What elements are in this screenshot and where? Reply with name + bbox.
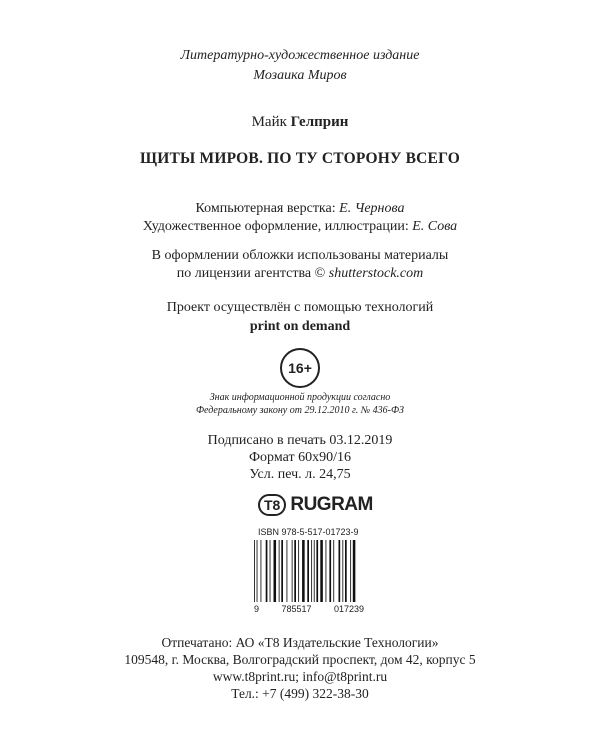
rugram-logo-text: RUGRAM [290,494,373,515]
printer-info [0,634,600,702]
barcode-bar [333,540,334,602]
printed-sheets: Усл. печ. л. 24,75 [249,467,351,482]
art-credit-label: Художественное оформление, иллюстрации: [142,219,409,234]
credits [0,200,600,236]
barcode-bar [281,540,283,602]
barcode-bar [353,540,356,602]
barcode-bar [257,540,258,602]
barcode-bar [292,540,293,602]
technology-note [0,298,600,336]
art-credit [0,218,600,236]
barcode-bar [266,540,268,602]
barcode-bar [274,540,277,602]
barcode-bar [329,540,331,602]
cover-note-source: shutterstock.com [328,266,424,281]
law-note-line-2: Федеральному закону от 29.12.2010 г. № 436-ФЗ [195,405,404,416]
author-last-name: Гелприн [290,114,349,130]
barcode-bar [345,540,347,602]
cover-note-prefix: по лицензии агентства © [176,266,326,281]
barcode-bar [298,540,299,602]
barcode-digits-right: 017239 [333,604,364,614]
printer-line-3: www.t8print.ru; info@t8print.ru [212,669,388,684]
paper-format: Формат 60x90/16 [249,450,351,465]
printer-line-4: Тел.: +7 (499) 322-38-30 [231,686,369,701]
cover-note-line-1: В оформлении обложки использованы материалы [151,248,449,263]
signed-date: Подписано в печать 03.12.2019 [207,433,393,448]
barcode-bar [350,540,351,602]
layout-credit-label: Компьютерная верстка: [195,201,336,216]
isbn-barcode [254,540,358,602]
author-first-name: Майк [251,114,287,130]
barcode-bar [316,540,318,602]
technology-line-2: print on demand [249,319,351,334]
art-credit-name: Е. Сова [412,219,458,234]
barcode-bar [287,540,288,602]
series-info [0,46,600,86]
rugram-logo [258,494,373,516]
barcode-bar [302,540,305,602]
barcode-bar [261,540,262,602]
barcode-digits-left: 785517 [281,604,312,614]
book-title: ЩИТЫ МИРОВ. ПО ТУ СТОРОНУ ВСЕГО [139,150,461,167]
barcode-bar [326,540,327,602]
layout-credit [0,200,600,218]
barcode-bar [294,540,296,602]
cover-materials-note [0,247,600,283]
layout-credit-name: Е. Чернова [339,201,405,216]
barcode-bar [279,540,280,602]
series-line-1: Литературно-художественное издание [180,48,420,63]
printer-line-1: Отпечатано: АО «Т8 Издательские Технологии» [161,635,439,650]
isbn-label: ISBN 978-5-517-01723-9 [258,527,359,537]
author-name [0,114,600,131]
age-rating-wrap [0,348,600,388]
barcode-bar [320,540,323,602]
law-note [0,391,600,417]
print-details [0,432,600,483]
barcode-bar [307,540,309,602]
technology-line-1: Проект осуществлён с помощью технологий [166,300,434,315]
barcode-bar [270,540,271,602]
age-rating-badge: 16+ [280,348,320,388]
barcode-bar [339,540,341,602]
barcode-digits [254,604,364,614]
barcode-digit-first: 9 [254,604,260,614]
printer-line-2: 109548, г. Москва, Волгоградский проспект, дом 42, корпус 5 [124,652,476,667]
barcode-bar [311,540,312,602]
law-note-line-1: Знак информационной продукции согласно [209,392,391,403]
barcode-bar [314,540,315,602]
t8-logo-badge: T8 [258,494,286,516]
cover-note-line-2 [0,265,600,283]
barcode-bar [342,540,343,602]
barcode-bar [254,540,255,602]
series-line-2: Мозаика Миров [253,68,347,83]
